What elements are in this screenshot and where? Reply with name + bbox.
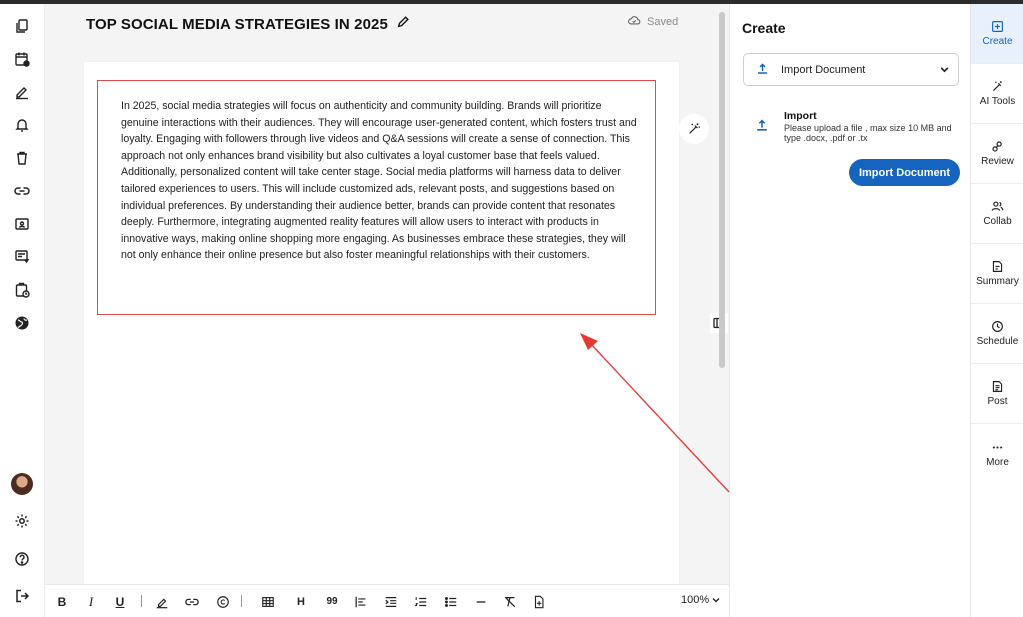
clear-format-icon <box>503 595 517 609</box>
ai-assist-button[interactable] <box>679 114 709 144</box>
indent-button[interactable] <box>384 593 398 610</box>
summary-icon <box>991 260 1004 273</box>
avatar[interactable] <box>11 473 33 495</box>
help-icon[interactable] <box>13 550 31 568</box>
editor-area <box>45 4 729 617</box>
import-select-value: Import Document <box>781 63 866 76</box>
tab-post[interactable] <box>971 364 1023 424</box>
align-left-icon <box>354 595 368 609</box>
tab-label: AI Tools <box>979 96 1016 107</box>
trash-icon[interactable] <box>13 149 31 167</box>
magic-wand-icon <box>687 122 701 136</box>
import-document-button[interactable]: Import Document <box>849 159 960 186</box>
ordered-list-button[interactable] <box>414 593 428 610</box>
horizontal-rule-button[interactable] <box>474 593 488 610</box>
edit-icon[interactable] <box>13 83 31 101</box>
schedule-clipboard-icon[interactable] <box>13 281 31 299</box>
panel-title: Create <box>742 20 786 36</box>
ordered-list-icon <box>414 595 428 609</box>
cloud-icon <box>627 13 641 30</box>
tab-label: Post <box>987 396 1008 407</box>
document-title[interactable] <box>86 15 410 33</box>
magic-wand-icon <box>991 80 1004 93</box>
link-button[interactable] <box>185 593 199 610</box>
toolbar-divider <box>141 595 142 607</box>
tab-more[interactable] <box>971 424 1023 484</box>
upload-icon <box>755 118 769 137</box>
link-icon[interactable] <box>13 182 31 200</box>
scrollbar-thumb[interactable] <box>719 12 725 368</box>
globe-icon[interactable] <box>13 314 31 332</box>
clear-format-button[interactable] <box>503 593 517 610</box>
tab-label: Summary <box>976 276 1019 287</box>
left-nav-rail <box>0 4 45 617</box>
indent-icon <box>384 595 398 609</box>
chevron-down-icon[interactable] <box>939 64 950 78</box>
folder-user-icon[interactable] <box>13 215 31 233</box>
heading-button[interactable]: H <box>297 595 305 608</box>
link-icon <box>185 595 199 609</box>
notification-icon[interactable] <box>13 116 31 134</box>
copyright-icon <box>216 595 230 609</box>
documents-icon[interactable] <box>13 17 31 35</box>
tab-create[interactable] <box>971 4 1023 64</box>
bullet-list-icon <box>444 595 458 609</box>
tab-label: Collab <box>983 216 1012 227</box>
highlighter-icon <box>155 595 169 609</box>
align-left-button[interactable] <box>354 593 368 610</box>
users-icon <box>991 200 1004 213</box>
tab-review[interactable] <box>971 124 1023 184</box>
more-icon <box>991 441 1004 454</box>
post-icon <box>991 380 1004 393</box>
chevron-down-icon <box>711 595 721 605</box>
plus-square-icon <box>991 20 1004 33</box>
italic-button[interactable]: I <box>88 593 94 609</box>
create-panel <box>729 4 970 617</box>
copyright-button[interactable] <box>216 593 230 610</box>
review-icon <box>991 140 1004 153</box>
tab-label: More <box>986 456 1009 468</box>
import-type-select[interactable] <box>743 53 959 86</box>
calendar-icon[interactable] <box>13 50 31 68</box>
bold-button[interactable]: B <box>57 594 67 609</box>
import-description: Please upload a file , max size 10 MB and type .docx, .pdf or .tx <box>784 123 952 143</box>
settings-icon[interactable] <box>13 512 31 530</box>
toolbar-divider <box>241 595 242 607</box>
bullet-list-button[interactable] <box>444 593 458 610</box>
file-plus-icon <box>532 595 546 609</box>
tab-label: Schedule <box>976 336 1019 347</box>
horizontal-rule-icon <box>474 595 488 609</box>
highlight-button[interactable] <box>155 593 169 610</box>
tab-ai-tools[interactable] <box>971 64 1023 124</box>
save-status-text: Saved <box>647 15 679 28</box>
table-button[interactable] <box>261 593 275 610</box>
formatting-toolbar <box>45 584 729 617</box>
document-body-text[interactable]: In 2025, social media strategies will focus on authenticity and community building. Brands will prioritize genuine interactions with their audiences. They will encourage user-generated content, which fosters trust and loyalty. Engaging with followers through live videos and Q&A sessions will create a sense of connection. This approach not only enhances brand visibility but also cultivates a loyal customer base that feels valued. Additionally, personalized content will take center stage. Social media platforms will harness data to deliver tailored experiences to users. This will include customized ads, relevant posts, and suggestions based on individual preferences. By understanding their audience better, brands can provide content that resonates deeply. Furthermore, integrating augmented reality features will allow users to interact with products in innovative ways, making online shopping more engaging. As businesses embrace these strategies, they will not only enhance their online presence but also foster meaningful relationships with their customers. <box>121 100 637 262</box>
tab-label: Create <box>982 36 1013 47</box>
pencil-icon[interactable] <box>396 15 410 33</box>
quote-button[interactable]: 99 <box>326 596 338 607</box>
tab-schedule[interactable] <box>971 304 1023 364</box>
clock-icon <box>991 320 1004 333</box>
tab-summary[interactable] <box>971 244 1023 304</box>
feature-tab-rail <box>970 4 1023 617</box>
underline-button[interactable]: U <box>115 594 125 609</box>
zoom-select[interactable] <box>681 594 721 606</box>
insert-page-button[interactable] <box>532 593 546 610</box>
import-heading: Import <box>784 110 817 122</box>
document-page[interactable] <box>84 62 679 592</box>
billing-icon[interactable] <box>13 248 31 266</box>
save-status <box>627 13 678 30</box>
tab-collab[interactable] <box>971 184 1023 244</box>
upload-icon <box>756 62 769 78</box>
zoom-value[interactable]: 100% <box>681 594 710 606</box>
logout-icon[interactable] <box>13 587 31 605</box>
tab-label: Review <box>981 156 1014 167</box>
document-title-text[interactable]: TOP SOCIAL MEDIA STRATEGIES IN 2025 <box>86 15 388 33</box>
table-icon <box>261 595 275 609</box>
